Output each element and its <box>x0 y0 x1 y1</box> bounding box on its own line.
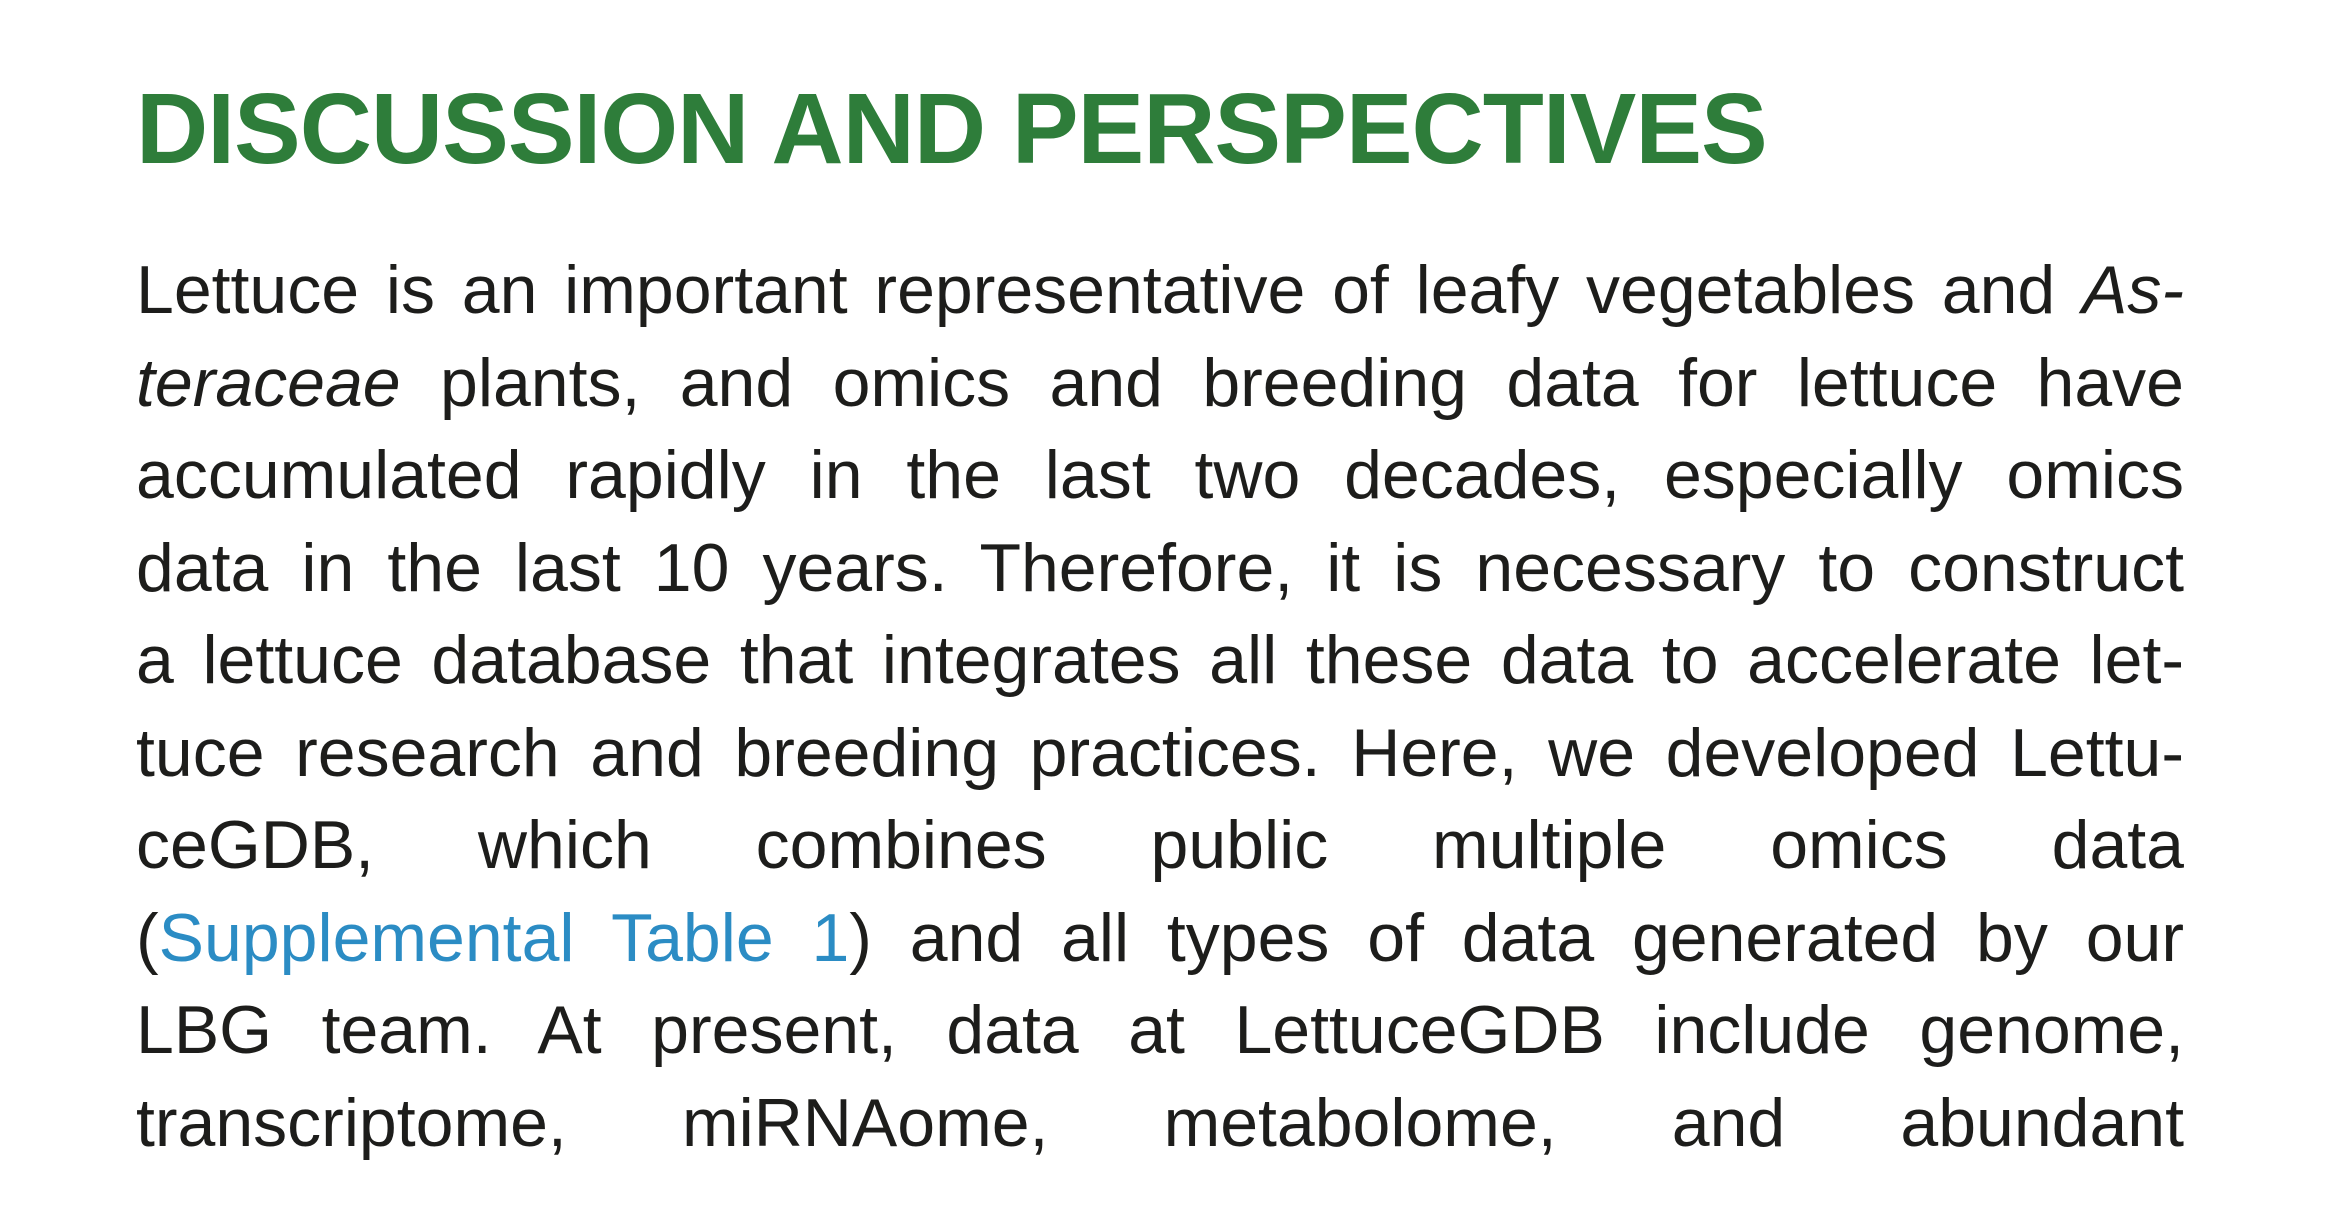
text-segment: ) and all types of data generated by our <box>849 899 2184 976</box>
text-line-9: LBG team. At present, data at LettuceGDB include genome, <box>136 992 2184 1068</box>
text-segment: plants, and omics and breeding data for lettuce have <box>400 344 2184 421</box>
text-line-6: tuce research and breeding practices. Here, we developed Lettu- <box>136 714 2184 791</box>
text-line-5: a lettuce database that integrates all these data to accelerate let- <box>136 622 2184 698</box>
italic-term: As- <box>2082 252 2184 328</box>
text-segment: Lettuce is an important representative of leafy vegetables and <box>136 252 2082 328</box>
text-line-1 <box>136 244 2184 337</box>
text-segment: ( <box>136 899 159 976</box>
text-line-3: accumulated rapidly in the last two decades, especially omics <box>136 437 2184 513</box>
italic-term: teraceae <box>136 344 401 421</box>
text-line-7: ceGDB, which combines public multiple omics data <box>136 807 2184 883</box>
text-line-2 <box>136 337 2184 430</box>
text-line-4: data in the last 10 years. Therefore, it is necessary to construct <box>136 529 2184 606</box>
section-heading: DISCUSSION AND PERSPECTIVES <box>136 73 1767 185</box>
text-line-8 <box>136 892 2184 985</box>
body-paragraph <box>136 244 2184 1169</box>
supplemental-table-link[interactable]: Supplemental Table 1 <box>158 899 850 976</box>
text-line-10: transcriptome, miRNAome, metabolome, and abundant <box>136 1084 2184 1161</box>
